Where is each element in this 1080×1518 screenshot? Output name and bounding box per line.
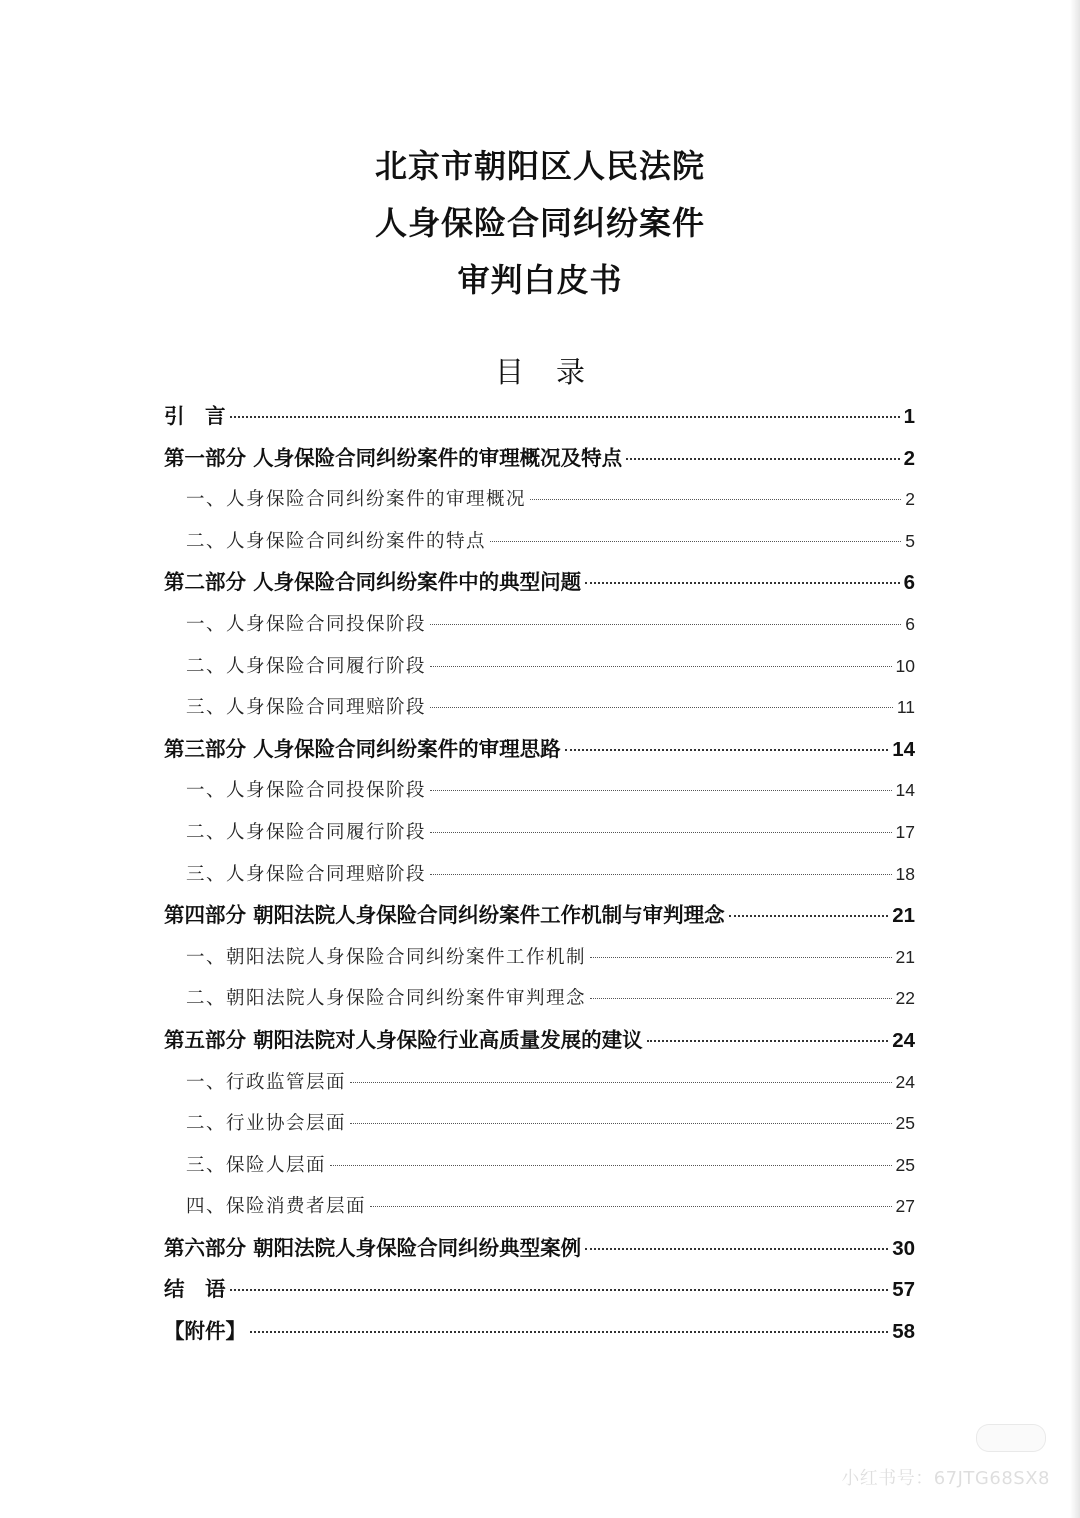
toc-entry-page-number: 2	[905, 489, 915, 510]
toc-entry-page-number: 21	[895, 946, 915, 967]
toc-entry-subsection[interactable]	[164, 978, 915, 1020]
toc-entry-label: 二、行业协会层面	[186, 1113, 347, 1135]
toc-entry-page-number: 10	[895, 655, 915, 676]
toc-entry-label: 二、人身保险合同纠纷案件的特点	[186, 530, 487, 552]
toc-entry-subsection[interactable]	[164, 604, 915, 646]
toc-dot-leader	[647, 1040, 889, 1042]
toc-dot-leader	[230, 416, 900, 418]
toc-entry-page-number: 25	[895, 1113, 915, 1134]
toc-entry-page-number: 30	[892, 1236, 915, 1260]
toc-entry-page-number: 17	[895, 821, 915, 842]
toc-dot-leader	[626, 458, 899, 460]
toc-entry-subsection[interactable]	[164, 479, 915, 521]
toc-entry-label: 二、人身保险合同履行阶段	[186, 821, 427, 843]
toc-dot-leader	[230, 1289, 889, 1291]
toc-entry-section[interactable]	[164, 895, 915, 937]
toc-entry-page-number: 11	[896, 697, 915, 718]
toc-entry-subsection[interactable]	[164, 812, 915, 854]
toc-entry-section[interactable]	[164, 1311, 915, 1353]
toc-entry-label: 结 语	[164, 1277, 226, 1302]
toc-entry-page-number: 14	[892, 737, 915, 761]
toc-dot-leader	[590, 957, 892, 958]
title-line-whitepaper: 审判白皮书	[457, 261, 623, 299]
toc-entry-subsection[interactable]	[164, 1062, 915, 1104]
title-line-subject: 人身保险合同纠纷案件	[374, 204, 705, 242]
toc-entry-subsection[interactable]	[164, 1145, 915, 1187]
toc-dot-leader	[430, 666, 892, 667]
toc-dot-leader	[250, 1331, 888, 1333]
toc-entry-section[interactable]	[164, 1228, 915, 1270]
toc-entry-label: 第二部分 人身保险合同纠纷案件中的典型问题	[164, 570, 582, 595]
toc-entry-section[interactable]	[164, 729, 915, 771]
toc-entry-page-number: 22	[895, 988, 915, 1009]
toc-dot-leader	[585, 582, 899, 584]
toc-entry-subsection[interactable]	[164, 646, 915, 688]
toc-dot-leader	[430, 832, 892, 833]
toc-entry-page-number: 5	[905, 530, 915, 551]
toc-entry-page-number: 18	[895, 863, 915, 884]
toc-entry-page-number: 6	[903, 571, 915, 595]
toc-dot-leader	[350, 1123, 892, 1124]
toc-entry-section[interactable]	[164, 1020, 915, 1062]
toc-entry-page-number: 24	[892, 1028, 915, 1052]
toc-entry-label: 一、朝阳法院人身保险合同纠纷案件工作机制	[186, 946, 587, 968]
toc-entry-page-number: 1	[903, 405, 915, 428]
watermark-text: 小红书号：67JTG68SX8	[841, 1468, 1050, 1489]
toc-dot-leader	[370, 1206, 892, 1207]
toc-entry-label: 第六部分 朝阳法院人身保险合同纠纷典型案例	[164, 1235, 582, 1260]
toc-dot-leader	[585, 1248, 888, 1250]
toc-entry-section[interactable]	[164, 438, 915, 480]
toc-entry-section[interactable]	[164, 1269, 915, 1311]
toc-dot-leader	[565, 749, 889, 751]
toc-dot-leader	[430, 707, 893, 708]
toc-entry-label: 一、人身保险合同投保阶段	[186, 780, 427, 802]
toc-entry-label: 三、保险人层面	[186, 1154, 327, 1176]
toc-entry-page-number: 25	[895, 1154, 915, 1175]
toc-dot-leader	[430, 790, 892, 791]
toc-entry-section[interactable]	[164, 562, 915, 604]
toc-entry-page-number: 2	[903, 446, 915, 470]
title-line-court: 北京市朝阳区人民法院	[374, 147, 705, 185]
toc-dot-leader	[330, 1165, 892, 1166]
toc-entry-label: 三、人身保险合同理赔阶段	[186, 697, 427, 719]
toc-entry-label: 第五部分 朝阳法院对人身保险行业高质量发展的建议	[164, 1027, 643, 1052]
toc-dot-leader	[729, 915, 889, 917]
toc-dot-leader	[350, 1082, 892, 1083]
toc-entry-subsection[interactable]	[164, 1103, 915, 1145]
toc-dot-leader	[430, 624, 901, 625]
toc-entry-subsection[interactable]	[164, 1186, 915, 1228]
toc-entry-page-number: 14	[895, 780, 915, 801]
toc-entry-label: 四、保险消费者层面	[186, 1196, 367, 1218]
table-of-contents	[164, 396, 915, 1353]
toc-entry-label: 第三部分 人身保险合同纠纷案件的审理思路	[164, 736, 561, 761]
toc-heading: 目录	[494, 355, 617, 389]
toc-entry-label: 一、人身保险合同纠纷案件的审理概况	[186, 489, 527, 511]
toc-entry-subsection[interactable]	[164, 937, 915, 979]
toc-entry-label: 第一部分 人身保险合同纠纷案件的审理概况及特点	[164, 445, 623, 470]
toc-dot-leader	[530, 499, 901, 500]
toc-entry-page-number: 58	[892, 1320, 915, 1344]
toc-entry-label: 二、朝阳法院人身保险合同纠纷案件审判理念	[186, 988, 587, 1010]
toc-dot-leader	[490, 541, 901, 542]
toc-entry-label: 二、人身保险合同履行阶段	[186, 655, 427, 677]
toc-dot-leader	[430, 874, 892, 875]
toc-entry-subsection[interactable]	[164, 521, 915, 563]
toc-entry-section[interactable]	[164, 396, 915, 438]
toc-entry-page-number: 57	[892, 1278, 915, 1302]
toc-entry-label: 一、人身保险合同投保阶段	[186, 613, 427, 635]
toc-dot-leader	[590, 998, 892, 999]
toc-entry-label: 三、人身保险合同理赔阶段	[186, 863, 427, 885]
toc-entry-page-number: 24	[895, 1071, 915, 1092]
toc-entry-page-number: 27	[895, 1196, 915, 1217]
document-title	[0, 138, 1080, 309]
toc-entry-label: 引 言	[164, 404, 226, 428]
toc-entry-subsection[interactable]	[164, 770, 915, 812]
toc-entry-page-number: 21	[892, 904, 915, 928]
toc-entry-label: 一、行政监管层面	[186, 1071, 347, 1093]
toc-entry-subsection[interactable]	[164, 687, 915, 729]
toc-entry-label: 第四部分 朝阳法院人身保险合同纠纷案件工作机制与审判理念	[164, 903, 725, 928]
watermark-logo	[976, 1424, 1046, 1452]
toc-entry-label: 【附件】	[164, 1319, 246, 1344]
toc-entry-subsection[interactable]	[164, 854, 915, 896]
toc-entry-page-number: 6	[905, 613, 915, 634]
